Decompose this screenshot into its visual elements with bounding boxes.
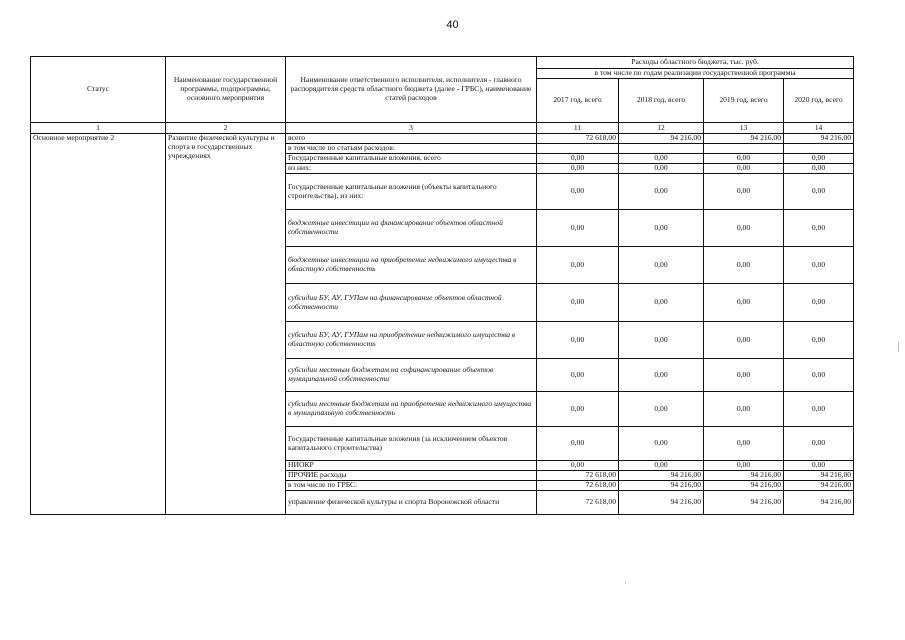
row-value: 0,00 — [784, 322, 854, 359]
row-value: 0,00 — [784, 247, 854, 284]
scan-artifact — [625, 582, 626, 584]
row-value: 0,00 — [784, 164, 854, 174]
program-value: Развитие физической культуры и спорта в государственных учреждениях — [166, 134, 286, 515]
row-label: в том числе по ГРБС: — [286, 481, 537, 491]
column-number: 2 — [166, 123, 286, 134]
row-value: 0,00 — [619, 284, 704, 322]
row-label: в том числе по статьям расходов: — [286, 144, 537, 154]
row-value: 0,00 — [619, 174, 704, 210]
row-value: 0,00 — [784, 461, 854, 471]
row-value: 0,00 — [537, 174, 619, 210]
row-value: 0,00 — [619, 461, 704, 471]
column-number: 1 — [31, 123, 166, 134]
row-value: 0,00 — [784, 427, 854, 461]
row-value: 0,00 — [784, 210, 854, 247]
row-label: из них: — [286, 164, 537, 174]
row-value: 72 618,00 — [537, 491, 619, 515]
column-number: 3 — [286, 123, 537, 134]
row-value: 0,00 — [537, 164, 619, 174]
row-value: 0,00 — [619, 164, 704, 174]
row-value: 0,00 — [537, 210, 619, 247]
row-value: 0,00 — [704, 284, 784, 322]
header-status: Статус — [31, 57, 166, 123]
row-value: 0,00 — [619, 210, 704, 247]
row-value: 94 216,00 — [704, 134, 784, 144]
row-label: Государственные капитальные вложения (за исключением объектов капитального строительства) — [286, 427, 537, 461]
row-value: 94 216,00 — [704, 481, 784, 491]
row-value: 0,00 — [784, 392, 854, 427]
column-numbers-row — [31, 123, 854, 134]
row-value: 0,00 — [537, 392, 619, 427]
row-label: субсидии местным бюджетам на софинансирование объектов муниципальной собственности — [286, 359, 537, 392]
row-value: 94 216,00 — [619, 481, 704, 491]
row-label: всего — [286, 134, 537, 144]
scan-artifact — [898, 342, 899, 352]
row-value: 0,00 — [784, 174, 854, 210]
row-value: 0,00 — [704, 359, 784, 392]
row-value: 94 216,00 — [784, 471, 854, 481]
row-value: 94 216,00 — [619, 471, 704, 481]
row-value: 94 216,00 — [619, 134, 704, 144]
row-value: 0,00 — [704, 427, 784, 461]
header-by-years: в том числе по годам реализации государственной программы — [537, 69, 854, 79]
column-number: 11 — [537, 123, 619, 134]
row-label: Государственные капитальные вложения (объекты капитального строительства), из них: — [286, 174, 537, 210]
header-year-2020: 2020 год, всего — [784, 79, 854, 123]
row-value: 0,00 — [619, 392, 704, 427]
row-value: 0,00 — [704, 247, 784, 284]
row-value: 0,00 — [704, 461, 784, 471]
row-value: 0,00 — [537, 284, 619, 322]
header-program-name: Наименование государственной программы, подпрограммы, основного мероприятия — [166, 57, 286, 123]
row-value: 0,00 — [537, 461, 619, 471]
row-value: 0,00 — [704, 154, 784, 164]
row-value: 0,00 — [537, 322, 619, 359]
header-year-2018: 2018 год, всего — [619, 79, 704, 123]
row-value: 0,00 — [619, 427, 704, 461]
row-value — [784, 144, 854, 154]
row-value: 94 216,00 — [704, 471, 784, 481]
row-label: субсидии местным бюджетам на приобретение недвижимого имущества в муниципальную собственность — [286, 392, 537, 427]
row-value — [619, 144, 704, 154]
status-value: Основное мероприятие 2 — [31, 134, 166, 515]
row-value: 0,00 — [619, 154, 704, 164]
row-value: 0,00 — [619, 359, 704, 392]
row-label: управление физической культуры и спорта Воронежской области — [286, 491, 537, 515]
row-label: бюджетные инвестиции на финансирование объектов областной собственности — [286, 210, 537, 247]
header-year-2017: 2017 год, всего — [537, 79, 619, 123]
row-value: 94 216,00 — [704, 491, 784, 515]
column-number: 13 — [704, 123, 784, 134]
header-executor: Наименование ответственного исполнителя, исполнителя - главного распорядителя средств областного бюджета (далее - ГРБС), наименование статей расходов — [286, 57, 537, 123]
column-number: 14 — [784, 123, 854, 134]
row-value — [704, 144, 784, 154]
budget-table — [30, 56, 854, 515]
table-row — [31, 134, 854, 144]
row-value: 0,00 — [537, 427, 619, 461]
row-value: 0,00 — [537, 247, 619, 284]
row-value: 94 216,00 — [784, 481, 854, 491]
row-value: 94 216,00 — [784, 491, 854, 515]
row-label: субсидии БУ, АУ, ГУПам на финансирование объектов областной собственности — [286, 284, 537, 322]
row-value: 0,00 — [784, 359, 854, 392]
row-label: бюджетные инвестиции на приобретение недвижимого имущества в областную собственность — [286, 247, 537, 284]
row-value: 94 216,00 — [784, 134, 854, 144]
page-number: 40 — [446, 19, 459, 31]
row-value: 0,00 — [704, 164, 784, 174]
row-value — [537, 144, 619, 154]
row-value: 0,00 — [704, 174, 784, 210]
row-value: 72 618,00 — [537, 481, 619, 491]
row-label: ПРОЧИЕ расходы — [286, 471, 537, 481]
row-label: Государственные капитальные вложения, всего — [286, 154, 537, 164]
row-value: 72 618,00 — [537, 471, 619, 481]
row-value: 0,00 — [704, 322, 784, 359]
row-label: НИОКР — [286, 461, 537, 471]
row-value: 0,00 — [704, 210, 784, 247]
column-number: 12 — [619, 123, 704, 134]
header-year-2019: 2019 год, всего — [704, 79, 784, 123]
row-value: 0,00 — [784, 154, 854, 164]
row-value: 0,00 — [537, 359, 619, 392]
row-value: 0,00 — [784, 284, 854, 322]
row-value: 72 618,00 — [537, 134, 619, 144]
row-value: 0,00 — [619, 247, 704, 284]
row-value: 94 216,00 — [619, 491, 704, 515]
row-value: 0,00 — [537, 154, 619, 164]
row-value: 0,00 — [619, 322, 704, 359]
header-expenses: Расходы областного бюджета, тыс. руб. — [537, 57, 854, 69]
row-value: 0,00 — [704, 392, 784, 427]
row-label: субсидии БУ, АУ, ГУПам на приобретение недвижимого имущества в областную собственность — [286, 322, 537, 359]
